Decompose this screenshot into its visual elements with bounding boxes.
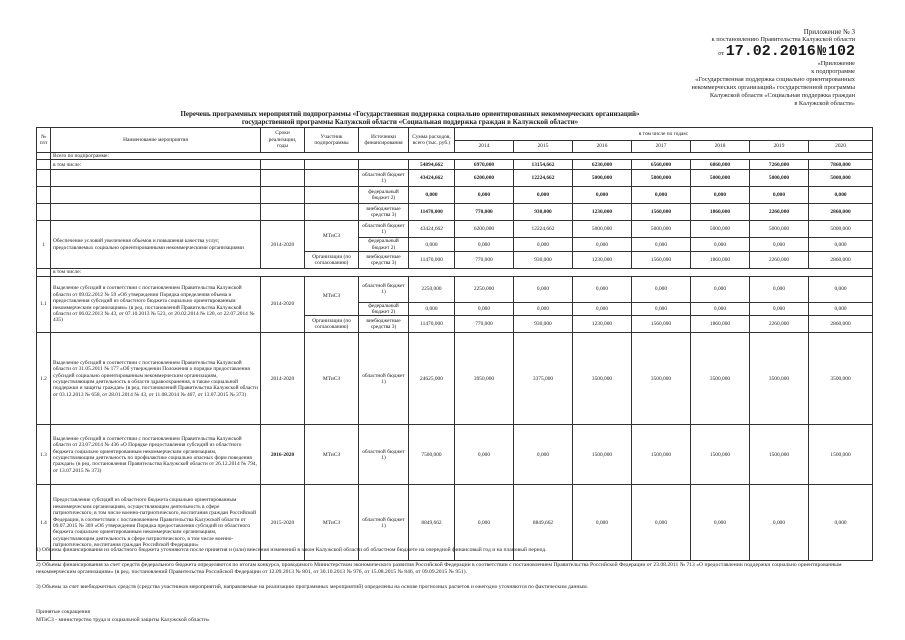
header-line1: «Государственная поддержка социально ориентированных <box>695 76 855 83</box>
value-cell: 1500,000 <box>750 425 809 485</box>
source-cell: областной бюджет 1) <box>359 485 409 561</box>
value-cell: 3500,000 <box>632 333 691 425</box>
appendix-label: Приложение № 3 <box>803 28 855 36</box>
value-cell: 3500,000 <box>750 333 809 425</box>
year-cell: 2018 <box>691 141 750 153</box>
value-cell: 2860,000 <box>809 316 873 333</box>
incl-row <box>37 269 873 276</box>
value-cell: 0,000 <box>691 302 750 316</box>
value-cell: 2250,000 <box>455 276 514 302</box>
incl-label: в том числе: <box>51 160 261 170</box>
value-cell: 770,000 <box>455 316 514 333</box>
value-cell: 7500,000 <box>409 425 455 485</box>
value-cell: 5000,000 <box>691 170 750 187</box>
value-cell: 2860,000 <box>809 252 873 269</box>
measure-terms: 2014-2020 <box>261 276 305 333</box>
value-cell: 3500,000 <box>809 333 873 425</box>
value-cell: 770,000 <box>455 252 514 269</box>
value-cell: 5000,000 <box>573 170 632 187</box>
col-total: Сумма расходов, всего (тыс. руб.) <box>409 128 455 153</box>
value-cell: 5000,000 <box>750 221 809 238</box>
value-cell: 0,000 <box>573 238 632 252</box>
value-cell: 5000,000 <box>573 221 632 238</box>
value-cell: 2860,000 <box>809 204 873 221</box>
abbr-text: МТиСЗ - министерство труда и социальной защиты Калужской области» <box>36 617 210 623</box>
value-cell: 1560,000 <box>632 316 691 333</box>
year-cell: 2015 <box>514 141 573 153</box>
measure-participant: МТиСЗ <box>305 425 359 485</box>
measure-terms: 2014-2020 <box>261 221 305 269</box>
footnote-2: 2) Объемы финансирования за счет средств федерального бюджета определяются по итогам конкурса, проводимого Министерством экономического развития Российской Федерации в соответствии с постановлением Правительства Российской Федерации от 23.08.2011 № 713 «О предоставлении поддержки социально ориентированным некоммерческим организациям» (в ред. постановлений Правительства Российской Федерации от 12.09.2013 № 801, от 30.10.2013 № 976, от 15.08.2015 № 846, от 09.09.2015 № 951). <box>36 562 842 575</box>
value-cell: 3500,000 <box>573 333 632 425</box>
value-cell: 0,000 <box>514 276 573 302</box>
grand-regional-row <box>37 170 873 187</box>
from-prefix: от <box>718 50 725 57</box>
source-cell: внебюджетные средства 3) <box>359 204 409 221</box>
value-cell: 930,000 <box>514 252 573 269</box>
total-row <box>37 153 873 160</box>
value-cell: 1500,000 <box>632 425 691 485</box>
value-cell: 0,000 <box>691 187 750 204</box>
value-cell: 1500,000 <box>573 425 632 485</box>
value-cell: 0,000 <box>573 276 632 302</box>
value-cell: 8849,662 <box>514 485 573 561</box>
value-cell: 54894,662 <box>409 160 455 170</box>
value-cell: 0,000 <box>750 485 809 561</box>
value-cell: 0,000 <box>514 302 573 316</box>
value-cell: 6200,000 <box>455 221 514 238</box>
value-cell: 7860,000 <box>809 160 873 170</box>
value-cell: 0,000 <box>809 302 873 316</box>
document-header <box>595 28 855 108</box>
measures-table <box>36 127 873 561</box>
decree-ref: к постановлению Правительства Калужской области <box>711 36 855 43</box>
footnote-3: 3) Объемы за счет внебюджетных средств (средства участников мероприятий, направляемые на реализацию программных мероприятий) определены на основе прогнозных расчетов и ежегодно уточняются по фактическим данным. <box>36 584 589 590</box>
source-cell: внебюджетные средства 3) <box>359 252 409 269</box>
row-number: 1.1 <box>37 276 51 333</box>
value-cell: 5000,000 <box>632 170 691 187</box>
title-line2: государственной программы Калужской области «Социальная поддержка граждан в Калужской области» <box>241 118 579 126</box>
grand-federal-row <box>37 187 873 204</box>
source-cell: областной бюджет 1) <box>359 170 409 187</box>
value-cell: 1230,000 <box>573 316 632 333</box>
value-cell: 0,000 <box>409 302 455 316</box>
value-cell: 6200,000 <box>455 170 514 187</box>
col-by-years: в том числе по годам: <box>455 128 873 141</box>
measure-participant: МТиСЗ <box>305 333 359 425</box>
value-cell: 0,000 <box>632 238 691 252</box>
header-line3: Калужской области «Социальная поддержка граждан <box>709 92 855 99</box>
measure-terms: 2016-2020 <box>261 425 305 485</box>
value-cell: 6970,000 <box>455 160 514 170</box>
value-cell: 11470,000 <box>409 204 455 221</box>
year-cell: 2017 <box>632 141 691 153</box>
year-cell: 2014 <box>455 141 514 153</box>
value-cell: 1500,000 <box>809 425 873 485</box>
measure-participant: МТиСЗ <box>305 276 359 316</box>
value-cell: 0,000 <box>809 238 873 252</box>
col-name: Наименование мероприятия <box>51 128 261 153</box>
value-cell: 1860,000 <box>691 316 750 333</box>
measure-org: Организации (по согласованию) <box>305 252 359 269</box>
title-line1: Перечень программных мероприятий подпрограммы «Государственная поддержка социально ориентированных некоммерческих организаций» <box>180 110 640 118</box>
value-cell: 930,000 <box>514 316 573 333</box>
decree-number: 102 <box>827 43 855 60</box>
measure-participant: МТиСЗ <box>305 221 359 252</box>
value-cell: 3500,000 <box>691 333 750 425</box>
value-cell: 0,000 <box>750 238 809 252</box>
abbr-title: Принятые сокращения <box>36 609 91 615</box>
value-cell: 13154,662 <box>514 160 573 170</box>
value-cell: 0,000 <box>455 485 514 561</box>
row-number: 1.2 <box>37 333 51 425</box>
value-cell: 1230,000 <box>573 252 632 269</box>
year-cell: 2016 <box>573 141 632 153</box>
value-cell: 5000,000 <box>809 221 873 238</box>
value-cell: 5000,000 <box>632 221 691 238</box>
value-cell: 0,000 <box>514 238 573 252</box>
value-cell: 930,000 <box>514 204 573 221</box>
no-sign: № <box>817 43 827 60</box>
measure-terms: 2014-2020 <box>261 333 305 425</box>
value-cell: 0,000 <box>573 302 632 316</box>
header-line2: некоммерческих организаций» государственной программы <box>691 84 855 91</box>
value-cell: 0,000 <box>573 187 632 204</box>
measure-name: Выделение субсидий в соответствии с постановлением Правительства Калужской области от 23.07.2014 № 436 «О Порядке предоставления субсидий из областного бюджета социально ориентированным некоммерческим организациям, осуществляющим деятельность по профилактике социально опасных форм поведения граждан» (в ред. постановления Правительства Калужской области от 26.12.2014 № 794, от 13.07.2015 № 373) <box>51 425 261 485</box>
value-cell: 0,000 <box>750 187 809 204</box>
value-cell: 12224,662 <box>514 221 573 238</box>
value-cell: 2260,000 <box>750 316 809 333</box>
value-cell: 0,000 <box>809 187 873 204</box>
year-cell: 2019 <box>750 141 809 153</box>
value-cell: 2250,000 <box>409 276 455 302</box>
footnote-1: 1) Объемы финансирования из областного бюджета уточняются после принятия и (или) внесения изменений в закон Калужской области об областном бюджете на очередной финансовый год и на плановый период. <box>36 547 547 553</box>
value-cell: 0,000 <box>750 276 809 302</box>
row-number: 1.3 <box>37 425 51 485</box>
value-cell: 0,000 <box>409 238 455 252</box>
grand-total-row <box>37 160 873 170</box>
measure-name: Обеспечение условий увеличения объемов и повышения качества услуг, предоставляемых социально ориентированными некоммерческими организациями <box>51 221 261 269</box>
value-cell: 24625,000 <box>409 333 455 425</box>
row-number: 1.4 <box>37 485 51 561</box>
value-cell: 1500,000 <box>691 425 750 485</box>
value-cell: 5000,000 <box>691 221 750 238</box>
source-cell: федеральный бюджет 2) <box>359 238 409 252</box>
value-cell: 0,000 <box>514 425 573 485</box>
source-cell: федеральный бюджет 2) <box>359 302 409 316</box>
source-cell: областной бюджет 1) <box>359 221 409 238</box>
value-cell: 0,000 <box>514 187 573 204</box>
source-cell: федеральный бюджет 2) <box>359 187 409 204</box>
value-cell: 43424,662 <box>409 170 455 187</box>
value-cell: 11470,000 <box>409 316 455 333</box>
measure-name: Выделение субсидий в соответствии с постановлением Правительства Калужской области от 09.02.2012 № 59 «Об утверждении Порядка определения объема и предоставления субсидий из областного бюджета социально ориентированным некоммерческим организациям» (в ред. постановлений Правительства Калужской области от 06.02.2013 № 43, от 07.10.2013 № 523, от 20.02.2014 № 120, от 22.07.2014 № 435) <box>51 276 261 333</box>
value-cell: 0,000 <box>691 238 750 252</box>
grand-extra-row <box>37 204 873 221</box>
source-cell: областной бюджет 1) <box>359 425 409 485</box>
source-cell: внебюджетные средства 3) <box>359 316 409 333</box>
year-cell: 2020 <box>809 141 873 153</box>
header-line4: в Калужской области» <box>794 100 855 107</box>
value-cell: 0,000 <box>632 276 691 302</box>
measure-org: Организации (по согласованию) <box>305 316 359 333</box>
total-label: Всего по подпрограмме: <box>51 153 873 160</box>
value-cell: 8849,662 <box>409 485 455 561</box>
value-cell: 11470,000 <box>409 252 455 269</box>
value-cell: 0,000 <box>750 302 809 316</box>
measure-participant: МТиСЗ <box>305 485 359 561</box>
row-1-2 <box>37 333 873 425</box>
value-cell: 6230,000 <box>573 160 632 170</box>
value-cell: 0,000 <box>455 187 514 204</box>
value-cell: 7260,000 <box>750 160 809 170</box>
value-cell: 0,000 <box>691 485 750 561</box>
value-cell: 6560,000 <box>632 160 691 170</box>
value-cell: 0,000 <box>409 187 455 204</box>
value-cell: 6860,000 <box>691 160 750 170</box>
value-cell: 2260,000 <box>750 204 809 221</box>
to-subprogram: к подпрограмме <box>811 68 855 75</box>
row-1-regional <box>37 221 873 238</box>
col-terms: Сроки реализации, годы <box>261 128 305 153</box>
value-cell: 0,000 <box>809 276 873 302</box>
col-num: № п/п <box>37 128 51 153</box>
measure-name: Предоставление субсидий из областного бюджета социально ориентированным некоммерческим организациям, осуществляющим деятельность в сфере патриотического, в том числе военно-патриотического, воспитания граждан Российской Федерации, в соответствии с постановлением Правительства Калужской области от 09.07.2015 № 369 «Об утверждении Порядка предоставления субсидий из областного бюджета социально ориентированным некоммерческим организациям, осуществляющим деятельность в сфере патриотического, в том числе военно-патриотического, воспитания граждан Российской Федерации» <box>51 485 261 561</box>
value-cell: 770,000 <box>455 204 514 221</box>
measure-name: Выделение субсидий в соответствии с постановлением Правительства Калужской области от 31.05.2011 № 177 «Об утверждении Положения о порядке предоставления субсидий социально ориентированным некоммерческим организациям, осуществляющим деятельность в области здравоохранения, в также социальной поддержки и защиты граждан» (в ред. постановлений Правительства Калужской области от 03.12.2013 № 658, от 28.01.2014 № 43, от 11.08.2014 № 467, от 13.07.2015 № 373) <box>51 333 261 425</box>
source-cell: областной бюджет 1) <box>359 276 409 302</box>
value-cell: 2260,000 <box>750 252 809 269</box>
value-cell: 0,000 <box>632 187 691 204</box>
value-cell: 0,000 <box>455 425 514 485</box>
value-cell: 0,000 <box>691 276 750 302</box>
row-1-3 <box>37 425 873 485</box>
col-source: Источники финансирования <box>359 128 409 153</box>
decree-date: 17.02.2016 <box>725 43 816 60</box>
value-cell: 0,000 <box>455 238 514 252</box>
appendix2: «Приложение <box>817 60 855 67</box>
value-cell: 1860,000 <box>691 204 750 221</box>
row-1-1-regional <box>37 276 873 302</box>
value-cell: 12224,662 <box>514 170 573 187</box>
value-cell: 0,000 <box>632 302 691 316</box>
source-cell: областной бюджет 1) <box>359 333 409 425</box>
value-cell: 0,000 <box>455 302 514 316</box>
value-cell: 43424,662 <box>409 221 455 238</box>
measure-terms: 2015-2020 <box>261 485 305 561</box>
value-cell: 0,000 <box>632 485 691 561</box>
value-cell: 1230,000 <box>573 204 632 221</box>
document-title <box>100 110 720 126</box>
value-cell: 1560,000 <box>632 204 691 221</box>
value-cell: 0,000 <box>809 485 873 561</box>
value-cell: 3950,000 <box>455 333 514 425</box>
value-cell: 5000,000 <box>750 170 809 187</box>
value-cell: 1560,000 <box>632 252 691 269</box>
value-cell: 5000,000 <box>809 170 873 187</box>
incl-label: в том числе: <box>51 269 873 276</box>
header-row <box>37 128 873 141</box>
value-cell: 0,000 <box>573 485 632 561</box>
decree-date-line <box>595 44 855 60</box>
value-cell: 1860,000 <box>691 252 750 269</box>
row-number: 1 <box>37 221 51 269</box>
col-participant: Участник подпрограммы <box>305 128 359 153</box>
value-cell: 3375,000 <box>514 333 573 425</box>
